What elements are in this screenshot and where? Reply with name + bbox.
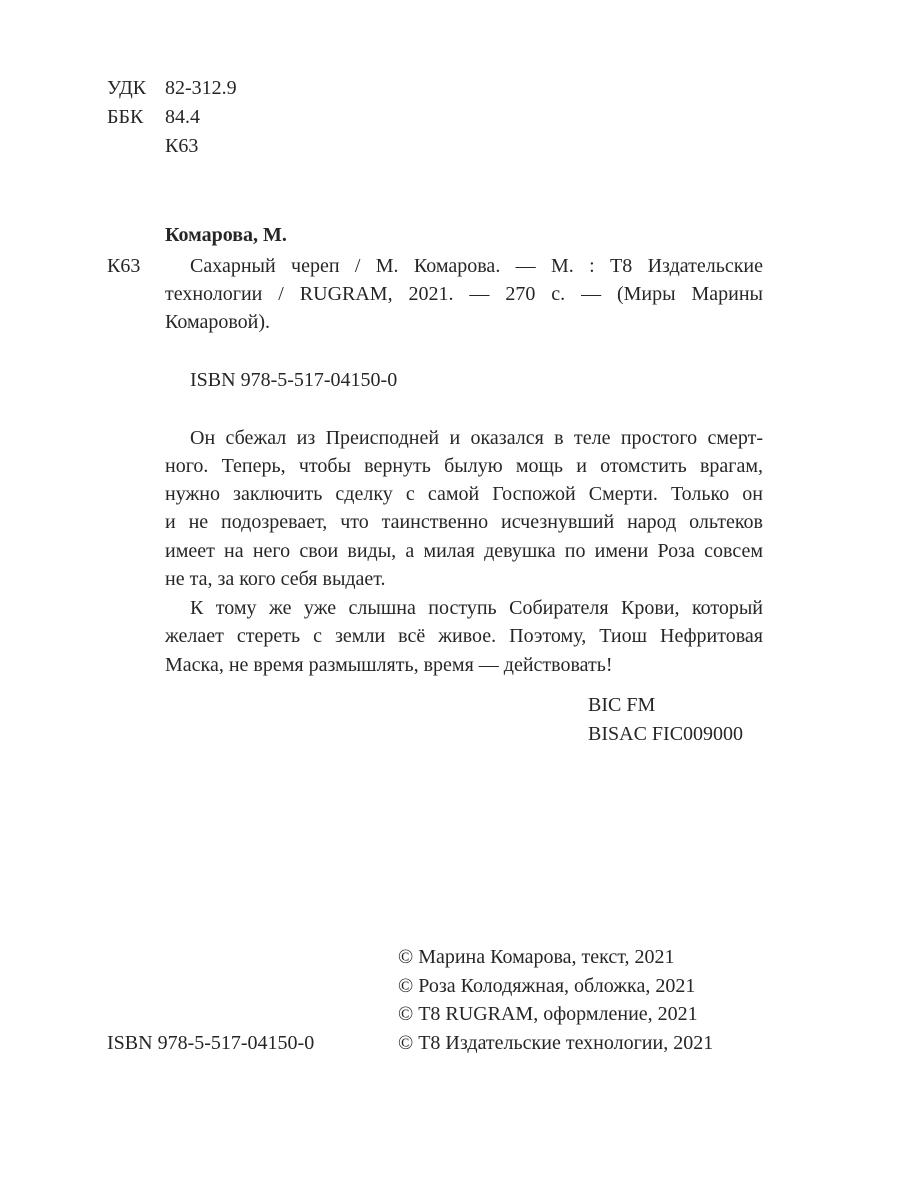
annotation-line: нужно заключить сделку с самой Госпожой Смерти. Только он — [165, 483, 763, 505]
bbk-value: 84.4 — [165, 106, 200, 128]
author-mark: К63 — [165, 135, 199, 157]
isbn: ISBN 978-5-517-04150-0 — [190, 369, 398, 391]
annotation-line: и не подозревает, что таинственно исчезнувший народ ольтеков — [165, 511, 763, 533]
copyright-line: © Т8 Издательские технологии, 2021 — [398, 1032, 714, 1054]
annotation-line: не та, за кого себя выдает. — [165, 568, 386, 590]
annotation-line: К тому же уже слышна поступь Собирателя Крови, который — [190, 597, 763, 619]
bbk-label: ББК — [107, 106, 144, 128]
udk-value: 82-312.9 — [165, 77, 237, 99]
annotation-line: желает стереть с земли всё живое. Поэтому, Тиош Нефритовая — [165, 625, 763, 647]
annotation-line: Он сбежал из Преисподней и оказался в теле простого смерт- — [190, 427, 763, 449]
copyright-line: © Т8 RUGRAM, оформление, 2021 — [398, 1003, 698, 1025]
bisac-code: BISAC FIC009000 — [588, 723, 744, 745]
bib-line: технологии / RUGRAM, 2021. — 270 с. — (Миры Марины — [165, 283, 763, 305]
isbn-bottom: ISBN 978-5-517-04150-0 — [107, 1032, 315, 1054]
bib-line: Комаровой). — [165, 311, 271, 333]
bib-line: Сахарный череп / М. Комарова. — М. : Т8 Издательские — [190, 255, 763, 277]
bic-code: BIC FM — [588, 694, 656, 716]
author-name: Комарова, М. — [165, 224, 287, 246]
author-mark-margin: К63 — [107, 255, 141, 277]
copyright-line: © Роза Колодяжная, обложка, 2021 — [398, 975, 696, 997]
udk-label: УДК — [107, 77, 147, 99]
annotation-line: имеет на него свои виды, а милая девушка по имени Роза совсем — [165, 540, 763, 562]
copyright-line: © Марина Комарова, текст, 2021 — [398, 946, 675, 968]
annotation-line: ного. Теперь, чтобы вернуть былую мощь и отомстить врагам, — [165, 455, 763, 477]
annotation-line: Маска, не время размышлять, время — действовать! — [165, 654, 613, 676]
